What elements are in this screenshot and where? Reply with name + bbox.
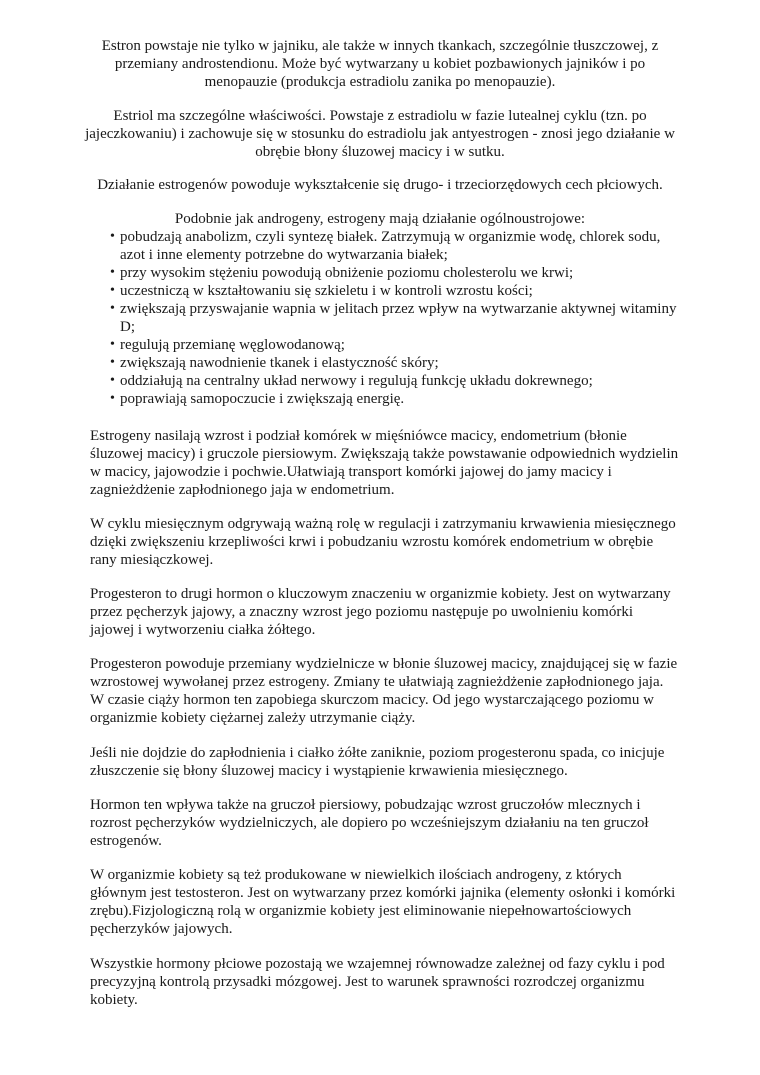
list-item: • poprawiają samopoczucie i zwiększają energię.: [90, 390, 680, 408]
list-item: • uczestniczą w kształtowaniu się szkieletu i w kontroli wzrostu kości;: [90, 282, 680, 300]
paragraph-zaplodnienie: Jeśli nie dojdzie do zapłodnienia i ciałko żółte zaniknie, poziom progesteronu spada, co inicjuje złuszczenie się błony śluzowej macicy i wystąpienie krwawienia miesięcznego.: [90, 745, 665, 779]
effects-list: [90, 228, 680, 408]
list-item: • pobudzają anabolizm, czyli syntezę białek. Zatrzymują w organizmie wodę, chlorek sodu, azot i inne elementy potrzebne do wytwarzania białek;: [90, 228, 680, 264]
paragraph-cechy-plciowe: Działanie estrogenów powoduje wykształcenie się drugo- i trzeciorzędowych cech płciowych.: [97, 177, 663, 193]
paragraph-estron: Estron powstaje nie tylko w jajniku, ale także w innych tkankach, szczególnie tłuszczowej, z przemiany androstendionu. Może być wytwarzany u kobiet pozbawionych jajników i po menopauzie (produkcja estradiolu zanika po menopauzie).: [101, 38, 659, 90]
list-item: • zwiększają nawodnienie tkanek i elastyczność skóry;: [90, 354, 680, 372]
paragraph-androgeny: W organizmie kobiety są też produkowane w niewielkich ilościach androgeny, z których głównym jest testosteron. Jest on wytwarzany przez komórki jajnika (elementy osłonki i komórki zrębu).Fizjologiczną rolą w organizmie kobiety jest eliminowanie niepełnowartościowych pęcherzyków jajowych.: [90, 867, 676, 937]
list-item: • przy wysokim stężeniu powodują obniżenie poziomu cholesterolu we krwi;: [90, 264, 680, 282]
list-intro: Podobnie jak androgeny, estrogeny mają działanie ogólnoustrojowe:: [174, 211, 586, 227]
paragraph-estriol: Estriol ma szczególne właściwości. Powstaje z estradiolu w fazie lutealnej cyklu (tzn. po jajeczkowaniu) i zachowuje się w stosunku do estradiolu jak antyestrogen - znosi jego działanie w obrębie błony śluzowej macicy i w sutku.: [85, 108, 675, 160]
paragraph-gruczol: Hormon ten wpływa także na gruczoł piersiowy, pobudzając wzrost gruczołów mlecznych i rozrost pęcherzyków wydzielniczych, ale dopiero po wcześniejszym działaniu na ten gruczoł estrogenów.: [90, 797, 649, 849]
list-item: • oddziałują na centralny układ nerwowy i regulują funkcję układu dokrewnego;: [90, 372, 680, 390]
paragraph-progesteron-2: Progesteron powoduje przemiany wydzielnicze w błonie śluzowej macicy, znajdującej się w fazie wzrostowej wywołanej przez estrogeny. Zmiany te ułatwiają zagnieżdżenie zapłodnionego jaja. W czasie ciąży hormon ten zapobiega skurczom macicy. Od jego wystarczającego poziomu w organizmie kobiety ciężarnej zależy utrzymanie ciąży.: [90, 656, 678, 726]
list-item: • regulują przemianę węglowodanową;: [90, 336, 680, 354]
paragraph-rownowaga: Wszystkie hormony płciowe pozostają we wzajemnej równowadze zależnej od fazy cyklu i pod precyzyjną kontrolą przysadki mózgowej. Jest to warunek sprawności rozrodczej organizmu kobiety.: [90, 956, 665, 1008]
paragraph-wzrost: Estrogeny nasilają wzrost i podział komórek w mięśniówce macicy, endometrium (błonie śluzowej macicy) i gruczole piersiowym. Zwiększają także powstawanie odpowiednich wydzielin w macicy, jajowodzie i pochwie.Ułatwiają transport komórki jajowej do jamy macicy i zagnieżdżenie zapłodnionego jaja w endometrium.: [90, 428, 679, 498]
paragraph-cykl: W cyklu miesięcznym odgrywają ważną rolę w regulacji i zatrzymaniu krwawienia miesięcznego dzięki zwiększeniu krzepliwości krwi i pobudzaniu wzrostu komórek endometrium w obrębie rany miesiączkowej.: [90, 516, 676, 568]
paragraph-progesteron-1: Progesteron to drugi hormon o kluczowym znaczeniu w organizmie kobiety. Jest on wytwarzany przez pęcherzyk jajowy, a znaczny wzrost jego poziomu następuje po uwolnieniu komórki jajowej i wytworzeniu ciałka żółtego.: [90, 586, 671, 638]
list-item: • zwiększają przyswajanie wapnia w jelitach przez wpływ na wytwarzanie aktywnej witaminy D;: [90, 300, 680, 336]
